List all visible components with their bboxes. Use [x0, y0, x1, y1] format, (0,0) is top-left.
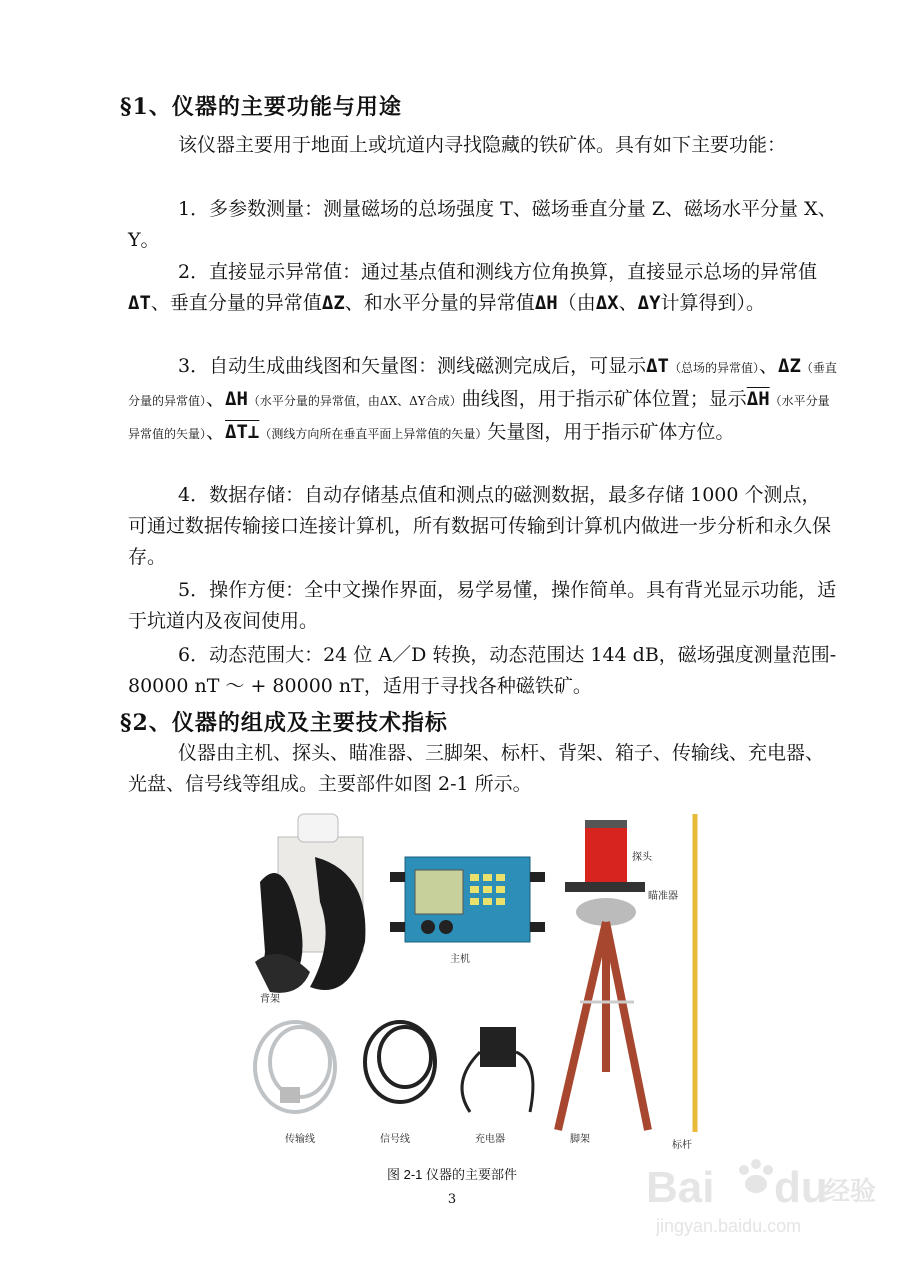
watermark-brand-cn: 经验 [824, 1177, 877, 1207]
delta-z-symbol: ΔZ [778, 355, 801, 377]
delta-t-symbol: ΔT [646, 355, 669, 377]
cables-illustration [255, 1022, 435, 1112]
delta-h-symbol: ΔH [225, 388, 248, 410]
item2-text-c: 、和水平分量的异常值 [344, 292, 535, 314]
item2-text-f: 计算得到）。 [660, 292, 766, 314]
item2-text-e: 、 [618, 292, 638, 314]
item2-text-d: （由 [557, 292, 596, 314]
charger-illustration [462, 1027, 533, 1112]
vector-t-symbol: ΔT⊥ [225, 421, 260, 443]
watermark-brand-2: du [774, 1163, 828, 1212]
signal-cable-label: 信号线 [380, 1134, 410, 1145]
item3-note-4: （水平分量异常值的矢量） [128, 394, 830, 441]
section2-heading: §2、仪器的组成及主要技术指标 [120, 710, 448, 736]
tripod-illustration [558, 820, 648, 1130]
paw-icon [739, 1159, 773, 1193]
section2-intro: 仪器由主机、探头、瞄准器、三脚架、标杆、背架、箱子、传输线、充电器、光盘、信号线等组成。主要部件如图 2-1 所示。 [128, 742, 825, 795]
item3-text-b: 曲线图，用于指示矿体位置；显示 [461, 388, 747, 410]
watermark-url: jingyan.baidu.com [656, 1216, 802, 1236]
item6-paragraph: 6．动态范围大：24 位 A／D 转换，动态范围达 144 dB，磁场强度测量范围- 80000 nT ～ + 80000 nT，适用于寻找各种磁铁矿。 [128, 644, 837, 697]
backpack-illustration [255, 814, 365, 993]
item3-note-3: （水平分量的异常值，由ΔX、ΔY合成） [247, 394, 462, 408]
item5-paragraph: 5．操作方便：全中文操作界面，易学易懂，操作简单。具有背光显示功能，适于坑道内及夜间使用。 [128, 579, 837, 632]
watermark [646, 1150, 886, 1245]
vector-h-symbol: $\overline{\Delta H}$ [746, 388, 770, 410]
item3-note-1: （总场的异常值） [668, 361, 759, 375]
charger-label: 充电器 [475, 1134, 505, 1145]
probe-label: 探头 [632, 852, 652, 863]
section1-heading: §1、仪器的主要功能与用途 [120, 94, 402, 120]
delta-x-symbol: ΔX [595, 292, 619, 314]
tripod-label: 脚架 [570, 1134, 590, 1145]
page-number: 3 [447, 1192, 457, 1207]
main-unit-illustration [390, 857, 545, 942]
delta-h-symbol: ΔH [534, 292, 558, 314]
item1-paragraph: 1．多参数测量：测量磁场的总场强度 T、磁场垂直分量 Z、磁场水平分量 X、Y。 [128, 198, 837, 251]
item3-paragraph [128, 351, 838, 450]
backpack-label: 背架 [260, 994, 280, 1005]
watermark-logo [646, 1150, 886, 1245]
item3-text-a: 3．自动生成曲线图和矢量图：测线磁测完成后，可显示 [178, 355, 647, 377]
section1-intro: 该仪器主要用于地面上或坑道内寻找隐藏的铁矿体。具有如下主要功能： [178, 134, 787, 156]
figure-caption: 图 2-1 仪器的主要部件 [386, 1167, 517, 1182]
item3-sep-2: 、 [206, 388, 226, 410]
item3-text-c: 矢量图，用于指示矿体方位。 [487, 421, 735, 443]
pole-label: 标杆 [672, 1140, 692, 1151]
item3-sep-3: 、 [206, 421, 226, 443]
main-unit-label: 主机 [450, 954, 470, 965]
item4-paragraph: 4．数据存储：自动存储基点值和测点的磁测数据，最多存储 1000 个测点，可通过数据传输接口连接计算机，所有数据可传输到计算机内做进一步分析和永久保存。 [128, 484, 832, 568]
item3-sep-1: 、 [759, 355, 779, 377]
sight-label: 瞄准器 [648, 891, 678, 902]
delta-z-symbol: ΔZ [321, 292, 345, 314]
item3-note-5: （测线方向所在垂直平面上异常值的矢量） [259, 427, 488, 441]
item3-note-2: （垂直分量的异常值） [128, 361, 837, 408]
item2-text-b: 、垂直分量的异常值 [150, 292, 322, 314]
item2-paragraph [128, 257, 838, 319]
item2-text-a: 2．直接显示异常值：通过基点值和测线方位角换算，直接显示总场的异常值 [178, 261, 818, 283]
figure-illustration [240, 812, 705, 1157]
instrument-components-figure [240, 812, 705, 1157]
delta-y-symbol: ΔY [637, 292, 661, 314]
delta-t-symbol: ΔT [128, 292, 151, 314]
cable-label: 传输线 [285, 1134, 315, 1145]
watermark-brand: Bai [646, 1163, 715, 1212]
